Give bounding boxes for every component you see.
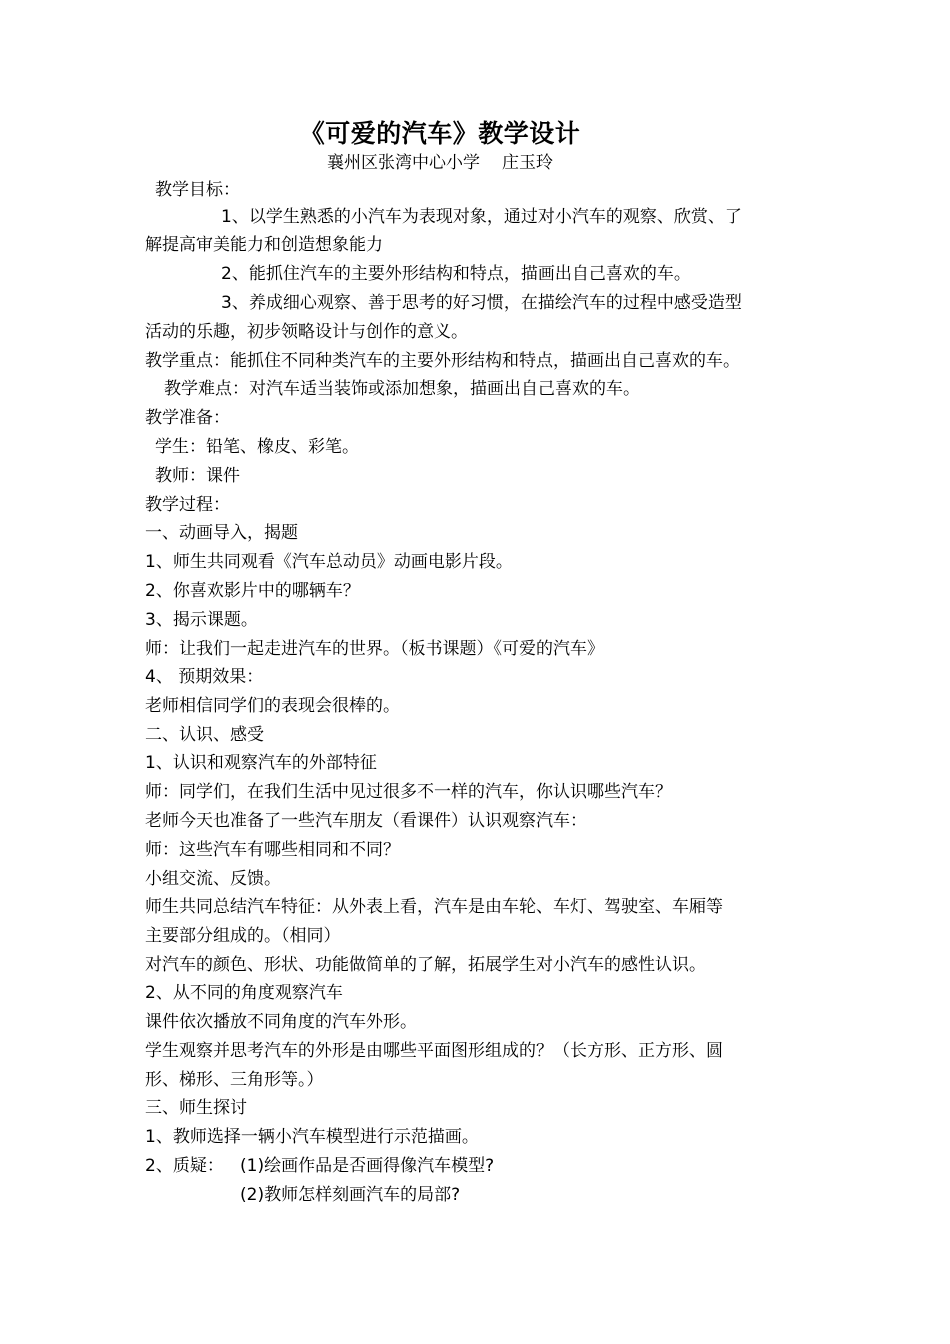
objective-1: 1、以学生熟悉的小汽车为表现对象，通过对小汽车的观察、欣赏、了: [221, 207, 742, 227]
section-3-item-2-label: 2、质疑：: [145, 1156, 224, 1176]
author-school: 襄州区张湾中心小学: [327, 153, 480, 173]
section-1-item-2: 2、你喜欢影片中的哪辆车？: [145, 581, 360, 601]
section-2-heading: 二、认识、感受: [145, 725, 264, 745]
key-points: 教学重点：能抓住不同种类汽车的主要外形结构和特点，描画出自己喜欢的车。: [145, 351, 740, 371]
section-2-item-2: 2、从不同的角度观察汽车: [145, 983, 343, 1003]
teacher-line-3: 老师今天也准备了一些汽车朋友（看课件）认识观察汽车：: [145, 811, 587, 831]
objective-1-cont: 解提高审美能力和创造想象能力: [145, 235, 383, 255]
section-1-heading: 一、动画导入，揭题: [145, 523, 298, 543]
section-3-heading: 三、师生探讨: [145, 1098, 247, 1118]
section-1-item-3: 3、揭示课题。: [145, 610, 258, 630]
prep-students: 学生：铅笔、橡皮、彩笔。: [155, 437, 359, 457]
section-2-item-1: 1、认识和观察汽车的外部特征: [145, 753, 377, 773]
group-discussion: 小组交流、反馈。: [145, 869, 281, 889]
objective-3: 3、养成细心观察、善于思考的好习惯，在描绘汽车的过程中感受造型: [221, 293, 742, 313]
heading-process: 教学过程：: [145, 495, 230, 515]
understanding-line: 对汽车的颜色、形状、功能做简单的了解，拓展学生对小汽车的感性认识。: [145, 955, 706, 975]
question-2: (2)教师怎样刻画汽车的局部?: [240, 1185, 461, 1205]
author-line: [0, 148, 880, 173]
observe-line-2: 形、梯形、三角形等。）: [145, 1070, 324, 1090]
section-3-item-1: 1、教师选择一辆小汽车模型进行示范描画。: [145, 1127, 479, 1147]
heading-preparation: 教学准备：: [145, 408, 230, 428]
difficult-points: 教学难点：对汽车适当装饰或添加想象，描画出自己喜欢的车。: [164, 379, 640, 399]
teacher-line-4: 师：这些汽车有哪些相同和不同？: [145, 840, 400, 860]
observe-line-1: 学生观察并思考汽车的外形是由哪些平面图形组成的？（长方形、正方形、圆: [145, 1041, 723, 1061]
prep-teacher: 教师：课件: [155, 466, 240, 486]
author-name: 庄玉玲: [502, 153, 553, 173]
objective-2: 2、能抓住汽车的主要外形结构和特点，描画出自己喜欢的车。: [221, 264, 691, 284]
question-1: (1)绘画作品是否画得像汽车模型?: [240, 1156, 495, 1176]
summary-line-2: 主要部分组成的。（相同）: [145, 926, 341, 946]
heading-objectives: 教学目标：: [155, 180, 240, 200]
teacher-line-2: 师：同学们，在我们生活中见过很多不一样的汽车，你认识哪些汽车？: [145, 782, 672, 802]
objective-3-cont: 活动的乐趣，初步领略设计与创作的意义。: [145, 322, 468, 342]
courseware-line: 课件依次播放不同角度的汽车外形。: [145, 1012, 417, 1032]
document-title: 《可爱的汽车》教学设计: [299, 119, 581, 148]
teacher-line-1: 师：让我们一起走进汽车的世界。（板书课题）《可爱的汽车》: [145, 639, 604, 659]
section-1-item-1: 1、师生共同观看《汽车总动员》动画电影片段。: [145, 552, 513, 572]
expected-effect: 老师相信同学们的表现会很棒的。: [145, 696, 400, 716]
summary-line-1: 师生共同总结汽车特征：从外表上看，汽车是由车轮、车灯、驾驶室、车厢等: [145, 897, 723, 917]
section-1-item-4: 4、 预期效果：: [145, 667, 264, 687]
